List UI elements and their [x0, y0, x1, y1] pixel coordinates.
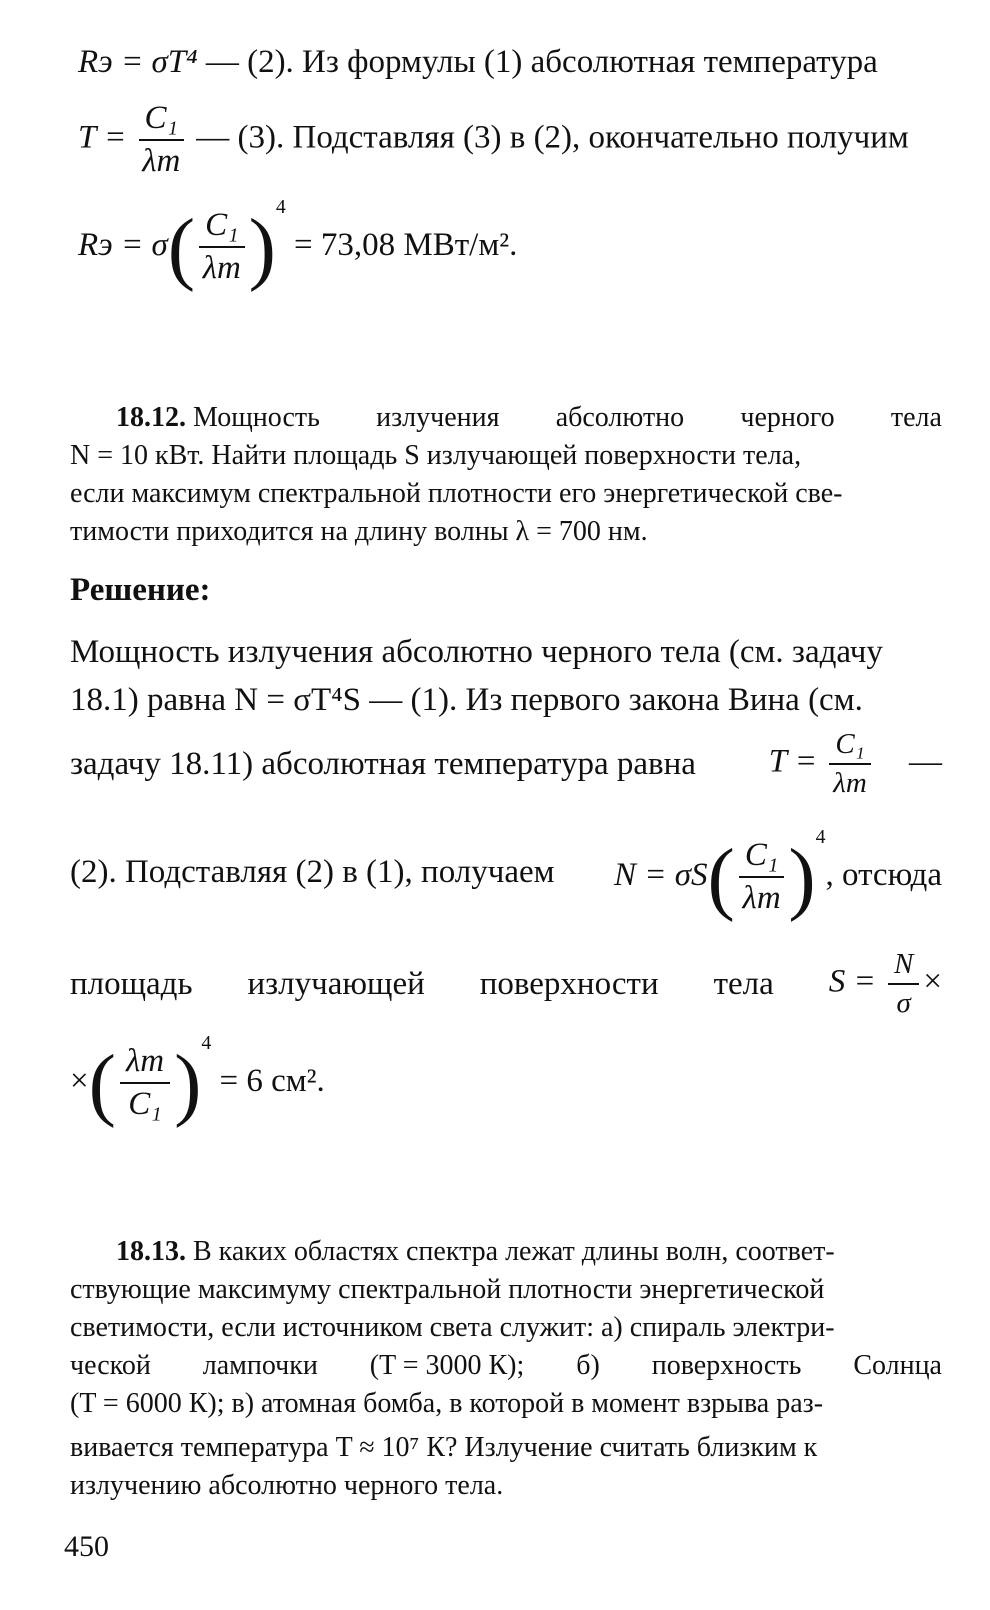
fraction-numerator: N: [888, 948, 919, 985]
fraction-numerator: C₁: [829, 728, 870, 765]
times-sign: ×: [923, 963, 942, 1000]
word: Солнца: [853, 1350, 942, 1381]
text: В каких областях спектра лежат длины волн, соответ-: [186, 1236, 835, 1267]
fraction-denominator: λm: [142, 143, 181, 179]
word: излучающей: [247, 965, 425, 1002]
word: б): [576, 1350, 600, 1381]
formula-result-value: = 73,08 МВт/м².: [285, 227, 518, 263]
word: лампочки: [202, 1350, 318, 1381]
right-paren: ): [248, 201, 276, 293]
left-paren: (: [707, 831, 735, 923]
fraction-c1-lambda: [829, 728, 870, 800]
fraction-c1-lambda: [199, 207, 244, 287]
right-paren: ): [174, 1037, 202, 1129]
problem-18-12-line-1: [70, 402, 942, 434]
problem-18-13-line-3: светимости, если источником света служит: а) спираль электри-: [70, 1312, 835, 1343]
problem-18-12-line-3: если максимум спектральной плотности его энергетической све-: [70, 478, 843, 509]
problem-18-13-line-2: ствующие максимуму спектральной плотности энергетической: [70, 1274, 825, 1305]
solution-heading: Решение:: [70, 572, 211, 608]
exponent-4: 4: [201, 1032, 212, 1054]
solution-line-3: [70, 728, 942, 800]
solution-line-2: 18.1) равна N = σT⁴S — (1). Из первого закона Вина (см.: [70, 682, 863, 718]
formula-line-1: [78, 44, 878, 81]
problem-number: 18.13.: [116, 1236, 186, 1267]
formula-line-2: [78, 100, 909, 180]
solution-line-6: [70, 1032, 325, 1129]
formula-r-sigma-t4: Rэ = σT⁴: [78, 44, 198, 80]
formula-line-3: [78, 196, 518, 293]
text-top-line2: — (3). Подставляя (3) в (2), окончательно получим: [188, 119, 909, 156]
problem-18-12-line-2: N = 10 кВт. Найти площадь S излучающей поверхности тела,: [70, 440, 802, 471]
problem-18-13-line-6: вивается температура T ≈ 10⁷ К? Излучение считать близким к: [70, 1432, 818, 1463]
word: ческой: [70, 1350, 151, 1381]
formula-result-value: = 6 см².: [211, 1063, 325, 1099]
word: тела: [713, 965, 774, 1002]
problem-18-13-line-7: излучению абсолютно черного тела.: [70, 1470, 504, 1501]
text-top-line1: — (2). Из формулы (1) абсолютная температура: [197, 44, 878, 80]
fraction-c1-lambda: [739, 837, 784, 917]
word: поверхность: [651, 1350, 802, 1381]
fraction-numerator: C₁: [739, 837, 784, 878]
word: тела: [890, 402, 942, 433]
left-paren: (: [167, 201, 196, 293]
word: излучения: [376, 402, 500, 433]
word: черного: [740, 402, 835, 433]
problem-18-13-line-1: [70, 1236, 835, 1268]
word: абсолютно: [555, 402, 685, 433]
fraction-n-sigma: [888, 948, 919, 1020]
page-number: 450: [64, 1530, 109, 1563]
right-paren: ): [788, 831, 816, 923]
word: площадь: [70, 965, 193, 1002]
solution-line-4-tail: , отсюда: [825, 857, 942, 893]
problem-number: 18.12.: [116, 402, 186, 433]
solution-line-3-text: задачу 18.11) абсолютная температура равна: [70, 745, 696, 782]
left-paren: (: [88, 1037, 116, 1129]
fraction-numerator: C₁: [199, 207, 244, 248]
fraction-numerator: C₁: [139, 100, 184, 141]
fraction-lambda-c1: [120, 1043, 170, 1123]
fraction-denominator: λm: [742, 880, 781, 917]
problem-18-12-line-4: тимости приходится на длину волны λ = 700 нм.: [70, 516, 648, 547]
solution-line-4-text: (2). Подставляя (2) в (1), получаем: [70, 853, 555, 890]
formula-t-lhs: T =: [78, 119, 127, 156]
formula-n-lhs: N = σS: [613, 857, 708, 893]
problem-18-13-line-4: [70, 1350, 942, 1382]
dash: —: [909, 743, 942, 780]
formula-s-lhs: S =: [828, 963, 876, 1000]
word: поверхности: [479, 965, 659, 1002]
solution-line-4: [70, 826, 942, 923]
times-sign: ×: [70, 1063, 89, 1099]
fraction-c1-lambda: [139, 100, 184, 180]
fraction-numerator: λm: [120, 1043, 170, 1084]
fraction-denominator: σ: [896, 987, 911, 1019]
solution-line-1: Мощность излучения абсолютно черного тела (см. задачу: [70, 634, 883, 670]
word: Мощность: [186, 402, 320, 433]
problem-18-13-line-5: (T = 6000 К); в) атомная бомба, в которой в момент взрыва раз-: [70, 1388, 824, 1419]
formula-r-lhs: Rэ = σ: [78, 227, 168, 263]
solution-line-5: [70, 948, 942, 1020]
fraction-denominator: λm: [202, 250, 241, 287]
formula-t-lhs: T =: [768, 743, 818, 780]
fraction-denominator: C₁: [128, 1086, 162, 1123]
word: (T = 3000 К);: [369, 1350, 525, 1381]
fraction-denominator: λm: [833, 767, 867, 799]
exponent-4: 4: [275, 196, 286, 218]
exponent-4: 4: [815, 826, 826, 848]
